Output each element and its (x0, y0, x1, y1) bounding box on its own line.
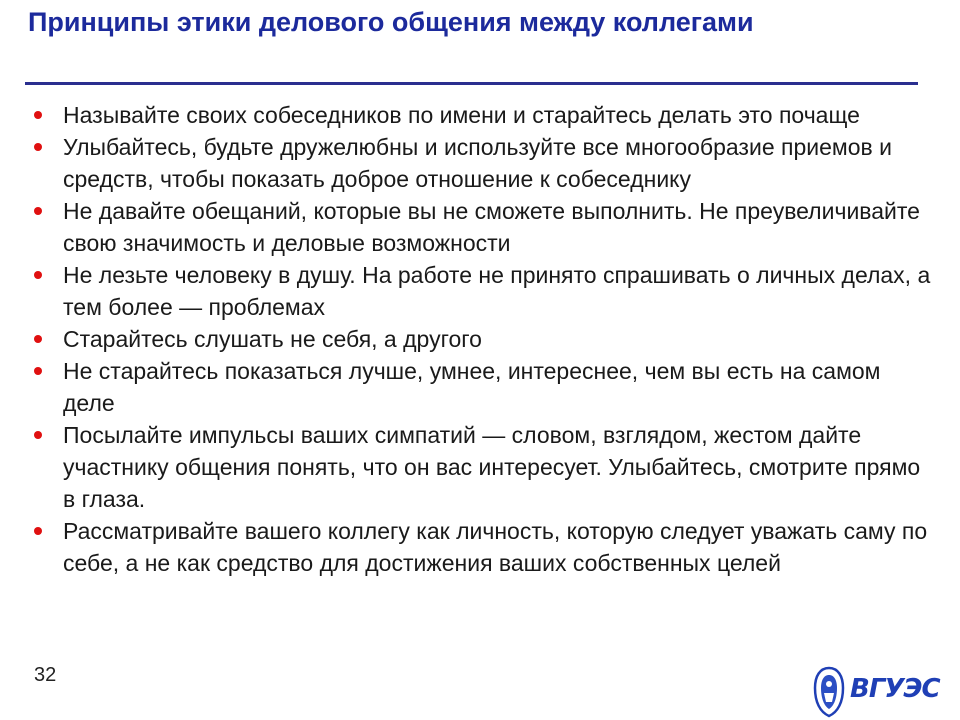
bullet-item (30, 419, 935, 515)
university-emblem-icon (812, 666, 846, 718)
bullet-dot-icon (34, 367, 42, 375)
bullet-text: Старайтесь слушать не себя, а другого (63, 326, 482, 352)
bullet-item (30, 515, 935, 579)
university-logo (812, 666, 940, 718)
bullet-item (30, 195, 935, 259)
bullet-list (30, 99, 935, 579)
bullet-text: Не давайте обещаний, которые вы не сможете выполнить. Не преувеличивайте свою значимость и деловые возможности (63, 198, 920, 256)
bullet-item (30, 259, 935, 323)
bullet-dot-icon (34, 271, 42, 279)
bullet-item (30, 323, 935, 355)
slide-title: Принципы этики делового общения между коллегами (28, 7, 754, 37)
bullet-dot-icon (34, 527, 42, 535)
bullet-dot-icon (34, 207, 42, 215)
bullet-dot-icon (34, 431, 42, 439)
bullet-text: Улыбайтесь, будьте дружелюбны и используйте все многообразие приемов и средств, чтобы показать доброе отношение к собеседнику (63, 134, 892, 192)
bullet-text: Рассматривайте вашего коллегу как личность, которую следует уважать саму по себе, а не как средство для достижения ваших собственных целей (63, 518, 928, 576)
bullet-item (30, 131, 935, 195)
logo-wordmark: ВГУЭС (850, 674, 940, 704)
bullet-dot-icon (34, 143, 42, 151)
bullet-dot-icon (34, 335, 42, 343)
bullet-item (30, 99, 935, 131)
bullet-text: Посылайте импульсы ваших симпатий — словом, взглядом, жестом дайте участнику общения понять, что он вас интересует. Улыбайтесь, смотрите прямо в глаза. (63, 422, 921, 512)
bullet-text: Не лезьте человеку в душу. На работе не принято спрашивать о личных делах, а тем более — проблемах (63, 262, 931, 320)
title-divider (25, 82, 918, 85)
bullet-item (30, 355, 935, 419)
bullet-text: Не старайтесь показаться лучше, умнее, интереснее, чем вы есть на самом деле (63, 358, 881, 416)
page-number: 32 (34, 664, 57, 686)
bullet-dot-icon (34, 111, 42, 119)
bullet-text: Называйте своих собеседников по имени и старайтесь делать это почаще (63, 102, 860, 128)
